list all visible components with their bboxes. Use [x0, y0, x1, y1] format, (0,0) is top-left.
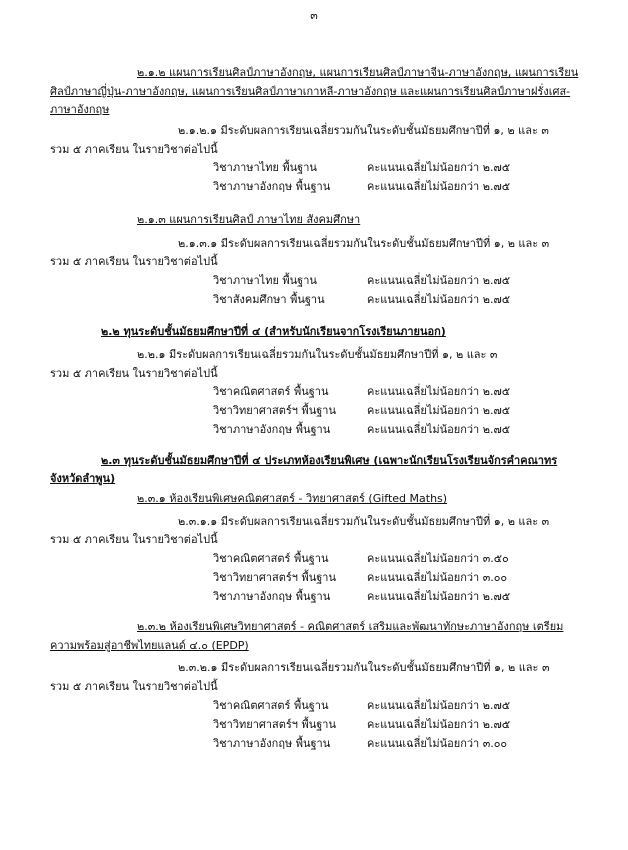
criteria-text: รวม ๕ ภาคเรียน ในรายวิชาต่อไปนี้	[50, 533, 218, 546]
subject-name: วิชาภาษาไทย พื้นฐาน	[213, 274, 317, 287]
subject-name: วิชาคณิตศาสตร์ พื้นฐาน	[213, 385, 329, 398]
subject-score: คะแนนเฉลี่ยไม่น้อยกว่า ๓.๐๐	[367, 737, 508, 750]
criteria-text: ๒.๑.๓.๑ มีระดับผลการเรียนเฉลี่ยรวมกันในระดับชั้นมัธยมศึกษาปีที่ ๑, ๒ และ ๓	[178, 237, 550, 250]
section-heading: ๒.๑.๒ แผนการเรียนศิลป์ภาษาอังกฤษ, แผนการเรียนศิลป์ภาษาจีน-ภาษาอังกฤษ, แผนการเรียน	[137, 66, 579, 79]
subject-name: วิชาภาษาอังกฤษ พื้นฐาน	[213, 737, 331, 750]
subject-name: วิชาสังคมศึกษา พื้นฐาน	[213, 293, 325, 306]
subject-score: คะแนนเฉลี่ยไม่น้อยกว่า ๒.๗๕	[367, 404, 511, 417]
subject-score: คะแนนเฉลี่ยไม่น้อยกว่า ๒.๗๕	[367, 180, 511, 193]
criteria-text: รวม ๕ ภาคเรียน ในรายวิชาต่อไปนี้	[50, 143, 218, 156]
subject-name: วิชาคณิตศาสตร์ พื้นฐาน	[213, 552, 329, 565]
section-heading: ๒.๒ ทุนระดับชั้นมัธยมศึกษาปีที่ ๔ (สำหรับนักเรียนจากโรงเรียนภายนอก)	[101, 325, 446, 338]
criteria-text: ๒.๑.๒.๑ มีระดับผลการเรียนเฉลี่ยรวมกันในระดับชั้นมัธยมศึกษาปีที่ ๑, ๒ และ ๓	[178, 124, 549, 137]
subject-name: วิชาวิทยาศาสตร์ฯ พื้นฐาน	[213, 571, 337, 584]
section-heading: ความพร้อมสู่อาชีพไทยแลนด์ ๔.๐ (EPDP)	[50, 639, 249, 652]
criteria-text: รวม ๕ ภาคเรียน ในรายวิชาต่อไปนี้	[50, 680, 218, 693]
sub-section-heading: ๒.๓.๑ ห้องเรียนพิเศษคณิตศาสตร์ - วิทยาศาสตร์ (Gifted Maths)	[137, 492, 448, 505]
section-heading: ๒.๓.๒ ห้องเรียนพิเศษวิทยาศาสตร์ - คณิตศาสตร์ เสริมและพัฒนาทักษะภาษาอังกฤษ เตรียม	[137, 620, 564, 633]
subject-score: คะแนนเฉลี่ยไม่น้อยกว่า ๒.๗๕	[367, 699, 511, 712]
subject-score: คะแนนเฉลี่ยไม่น้อยกว่า ๓.๕๐	[367, 552, 509, 565]
subject-score: คะแนนเฉลี่ยไม่น้อยกว่า ๒.๗๕	[367, 590, 511, 603]
subject-name: วิชาภาษาอังกฤษ พื้นฐาน	[213, 180, 331, 193]
subject-name: วิชาวิทยาศาสตร์ฯ พื้นฐาน	[213, 718, 337, 731]
subject-score: คะแนนเฉลี่ยไม่น้อยกว่า ๒.๗๕	[367, 293, 511, 306]
subject-score: คะแนนเฉลี่ยไม่น้อยกว่า ๒.๗๕	[367, 161, 511, 174]
criteria-text: ๒.๓.๒.๑ มีระดับผลการเรียนเฉลี่ยรวมกันในระดับชั้นมัธยมศึกษาปีที่ ๑, ๒ และ ๓	[178, 661, 550, 674]
subject-name: วิชาภาษาอังกฤษ พื้นฐาน	[213, 423, 331, 436]
section-heading: ภาษาอังกฤษ	[50, 103, 110, 116]
subject-name: วิชาภาษาไทย พื้นฐาน	[213, 161, 317, 174]
subject-name: วิชาคณิตศาสตร์ พื้นฐาน	[213, 699, 329, 712]
subject-score: คะแนนเฉลี่ยไม่น้อยกว่า ๒.๗๕	[367, 385, 511, 398]
subject-name: วิชาวิทยาศาสตร์ฯ พื้นฐาน	[213, 404, 337, 417]
criteria-text: รวม ๕ ภาคเรียน ในรายวิชาต่อไปนี้	[50, 255, 218, 268]
criteria-text: รวม ๕ ภาคเรียน ในรายวิชาต่อไปนี้	[50, 367, 218, 380]
section-heading: ศิลป์ภาษาญี่ปุ่น-ภาษาอังกฤษ, แผนการเรียนศิลป์ภาษาเกาหลี-ภาษาอังกฤษ และแผนการเรียนศิลป์ภาษาฝรั่งเศส-	[50, 85, 571, 98]
section-heading: ๒.๓ ทุนระดับชั้นมัธยมศึกษาปีที่ ๔ ประเภทห้องเรียนพิเศษ (เฉพาะนักเรียนโรงเรียนจักรคำคณาทร	[101, 454, 558, 467]
subject-score: คะแนนเฉลี่ยไม่น้อยกว่า ๒.๗๕	[367, 423, 511, 436]
criteria-text: ๒.๓.๑.๑ มีระดับผลการเรียนเฉลี่ยรวมกันในระดับชั้นมัธยมศึกษาปีที่ ๑, ๒ และ ๓	[178, 515, 550, 528]
criteria-text: ๒.๒.๑ มีระดับผลการเรียนเฉลี่ยรวมกันในระดับชั้นมัธยมศึกษาปีที่ ๑, ๒ และ ๓	[137, 348, 498, 361]
subject-score: คะแนนเฉลี่ยไม่น้อยกว่า ๒.๗๕	[367, 274, 511, 287]
page-number: ๓	[310, 9, 318, 22]
subject-score: คะแนนเฉลี่ยไม่น้อยกว่า ๒.๗๕	[367, 718, 511, 731]
subject-name: วิชาภาษาอังกฤษ พื้นฐาน	[213, 590, 331, 603]
section-heading: ๒.๑.๓ แผนการเรียนศิลป์ ภาษาไทย สังคมศึกษา	[137, 213, 361, 226]
subject-score: คะแนนเฉลี่ยไม่น้อยกว่า ๓.๐๐	[367, 571, 508, 584]
section-heading: จังหวัดลำพูน)	[50, 472, 116, 485]
